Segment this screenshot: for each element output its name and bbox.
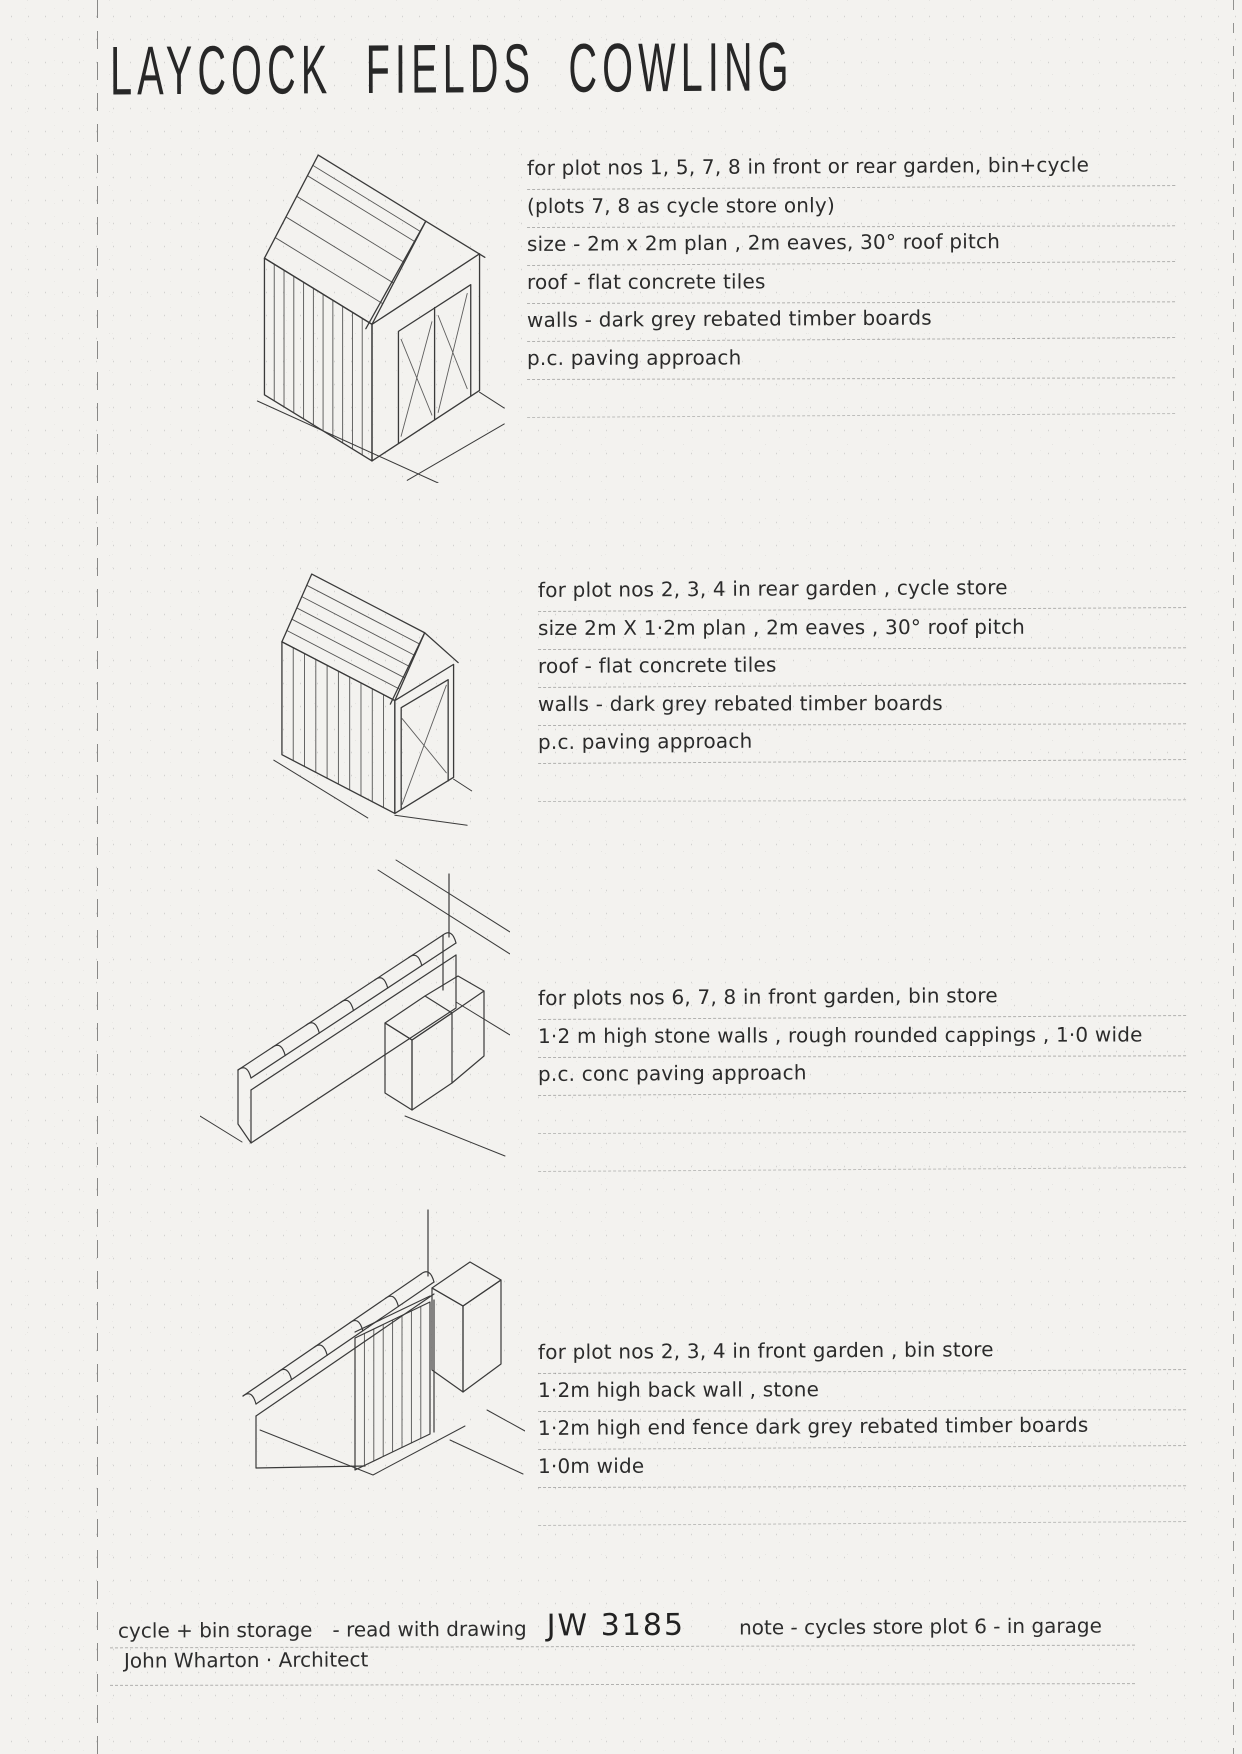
sketch-shed-2x1-2 xyxy=(248,565,483,827)
page-title: LAYCOCK FIELDS COWLING xyxy=(110,27,794,110)
footer-note: note - cycles store plot 6 - in garage xyxy=(739,1613,1102,1640)
ruled-line xyxy=(527,376,1175,418)
note-line: 1·2m high end fence dark grey rebated timber boards xyxy=(538,1408,1186,1450)
sketch-stone-wall-bin-store xyxy=(200,858,510,1158)
stone-wall xyxy=(243,1210,434,1468)
note-line: size 2m X 1·2m plan , 2m eaves , 30° roof pitch xyxy=(538,610,1186,650)
bins xyxy=(385,976,484,1110)
shed-door xyxy=(401,680,448,809)
rounded-cappings xyxy=(238,933,456,1078)
note-line: p.c. conc paving approach xyxy=(538,1054,1186,1096)
note-line: size - 2m x 2m plan , 2m eaves, 30° roof pitch xyxy=(527,224,1175,266)
note-shed-2x2 xyxy=(527,152,1175,418)
note-line: 1·2 m high stone walls , rough rounded cappings , 1·0 wide xyxy=(538,1018,1186,1058)
footer-title-line xyxy=(118,1605,1148,1645)
note-line: (plots 7, 8 as cycle store only) xyxy=(527,188,1175,228)
note-line: 1·2m high back wall , stone xyxy=(538,1372,1186,1412)
note-line: for plot nos 2, 3, 4 in front garden , bin store xyxy=(538,1332,1186,1374)
footer-read-with: - read with drawing xyxy=(332,1616,527,1642)
note-line: walls - dark grey rebated timber boards xyxy=(538,686,1186,726)
note-shed-2x1-2 xyxy=(538,574,1186,802)
shed-door xyxy=(398,285,470,444)
ruled-line xyxy=(538,1484,1186,1526)
note-line: for plot nos 2, 3, 4 in rear garden , cycle store xyxy=(538,570,1186,612)
ground-lines xyxy=(200,1002,510,1156)
rounded-cappings xyxy=(243,1272,434,1404)
architect-signature: John Wharton · Architect xyxy=(123,1647,369,1673)
drawing-reference: JW 3185 xyxy=(546,1607,686,1644)
note-line: p.c. paving approach xyxy=(527,340,1175,380)
ruled-line xyxy=(110,1683,1135,1686)
note-bin-store-front xyxy=(538,1336,1186,1526)
note-line: roof - flat concrete tiles xyxy=(538,646,1186,688)
sheet-border-left xyxy=(97,0,98,1754)
ground-lines xyxy=(257,392,504,483)
shed-roof xyxy=(264,155,484,329)
ruled-line xyxy=(538,1094,1186,1134)
note-line: roof - flat concrete tiles xyxy=(527,264,1175,304)
ruled-line xyxy=(538,762,1186,802)
note-line: for plot nos 1, 5, 7, 8 in front or rear garden, bin+cycle xyxy=(527,148,1175,190)
footer-storage-label: cycle + bin storage xyxy=(117,1617,313,1643)
note-line: walls - dark grey rebated timber boards xyxy=(527,300,1175,342)
note-bin-store-walls xyxy=(538,982,1186,1172)
note-line: p.c. paving approach xyxy=(538,722,1186,764)
shed-roof xyxy=(282,574,458,704)
timber-end-fence xyxy=(355,1296,434,1470)
bin-box xyxy=(432,1262,501,1392)
paving-lines xyxy=(378,860,510,954)
shed-walls xyxy=(264,254,479,461)
note-line: for plots nos 6, 7, 8 in front garden, bin store xyxy=(538,978,1186,1020)
ground-lines xyxy=(274,760,472,825)
sheet-border-right xyxy=(1233,0,1234,1754)
note-line: 1·0m wide xyxy=(538,1448,1186,1488)
shed-walls xyxy=(282,642,454,814)
sketch-bin-store-end-fence xyxy=(225,1188,525,1483)
sketch-shed-2x2 xyxy=(222,148,522,483)
ruled-line xyxy=(538,1130,1186,1172)
